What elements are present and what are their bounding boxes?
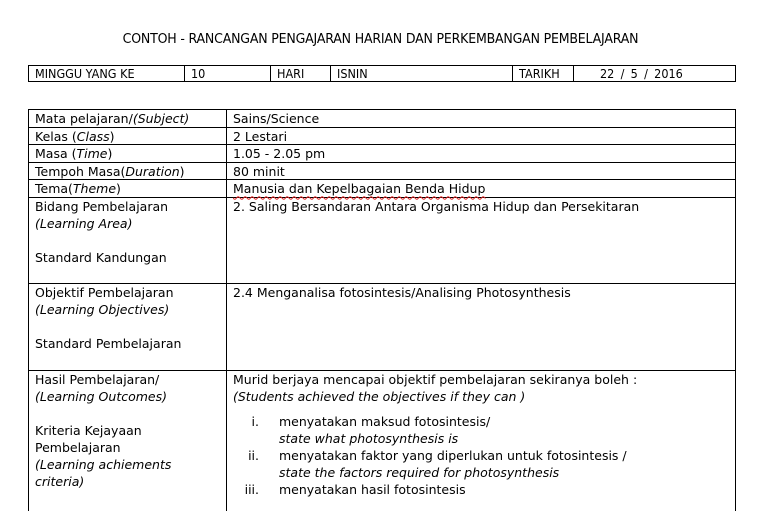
day-value-cell[interactable] (331, 66, 513, 81)
class-value: 2 Lestari (233, 128, 288, 144)
theme-label-close: ) (116, 181, 121, 197)
learning-outcomes-label-cell[interactable] (29, 371, 227, 511)
time-value: 1.05 - 2.05 pm (233, 146, 326, 162)
table-row-learning-objectives (29, 284, 735, 371)
outcomes-intro-en: (Students achieved the objectives if they can ) (233, 388, 526, 404)
duration-value: 80 minit (233, 163, 285, 179)
class-label-ms: Kelas ( (35, 128, 77, 144)
learning-area-value-cell[interactable] (227, 198, 735, 283)
table-row-class (29, 128, 735, 146)
date-label: TARIKH (519, 66, 560, 81)
learning-area-label-en: (Learning Area) (35, 215, 133, 231)
day-value: ISNIN (337, 66, 368, 81)
learning-objectives-label-cell[interactable] (29, 284, 227, 370)
outcome-item-number: iii. (244, 481, 259, 497)
week-label: MINGGU YANG KE (35, 66, 135, 81)
outcome-item-ms: menyatakan faktor yang diperlukan untuk fotosintesis / (279, 447, 627, 463)
table-row-time (29, 145, 735, 163)
outcome-item-ms: menyatakan maksud fotosintesis/ (279, 413, 491, 429)
subject-label-en: (Subject) (132, 111, 190, 126)
subject-label-cell[interactable] (29, 110, 227, 127)
time-label-en: Time (76, 146, 108, 162)
class-label-close: ) (109, 128, 115, 144)
week-label-cell[interactable] (29, 66, 185, 81)
success-criteria-label-en-line2: criteria) (35, 473, 85, 489)
outcome-item-number: ii. (248, 447, 259, 463)
learning-objectives-label-en: (Learning Objectives) (35, 301, 170, 317)
time-label-ms: Masa ( (35, 146, 77, 162)
time-value-cell[interactable] (227, 145, 735, 162)
learning-outcomes-value-cell[interactable] (227, 371, 735, 511)
table-row-theme (29, 180, 735, 198)
class-value-cell[interactable] (227, 128, 735, 145)
learning-objectives-label-ms: Objektif Pembelajaran (35, 284, 174, 300)
time-label-cell[interactable] (29, 145, 227, 162)
class-label-cell[interactable] (29, 128, 227, 145)
table-row-learning-area (29, 198, 735, 284)
theme-value: Manusia dan Kepelbagaian Benda Hidup (233, 181, 486, 197)
outcome-item-2 (233, 447, 729, 481)
learning-outcomes-label-en: (Learning Outcomes) (35, 388, 167, 404)
week-value: 10 (191, 66, 206, 81)
table-row-subject (29, 110, 735, 128)
duration-label-ms: Tempoh Masa( (35, 163, 126, 179)
document-title: CONTOH - RANCANGAN PENGAJARAN HARIAN DAN PERKEMBANGAN PEMBELAJARAN (122, 31, 639, 47)
subject-label-ms (35, 111, 189, 126)
learning-area-label-ms: Bidang Pembelajaran (35, 198, 169, 214)
duration-label-cell[interactable] (29, 163, 227, 180)
outcome-item-1 (233, 413, 729, 447)
outcome-item-3 (233, 481, 729, 498)
learning-area-value: 2. Saling Bersandaran Antara Organisma Hidup dan Persekitaran (233, 198, 640, 214)
outcome-item-en: state the factors required for photosynthesis (279, 464, 560, 480)
duration-value-cell[interactable] (227, 163, 735, 180)
lesson-plan-table (28, 109, 736, 511)
outcomes-list (233, 413, 729, 498)
subject-label-ms-text: Mata pelajaran/ (35, 111, 133, 126)
content-standard-label: Standard Kandungan (35, 249, 167, 265)
theme-label-ms: Tema( (35, 181, 73, 197)
theme-label-cell[interactable] (29, 180, 227, 197)
outcome-item-number: i. (251, 413, 259, 429)
learning-standard-label: Standard Pembelajaran (35, 335, 182, 351)
date-label-cell[interactable] (513, 66, 574, 81)
learning-area-label-cell[interactable] (29, 198, 227, 283)
subject-value-cell[interactable] (227, 110, 735, 127)
learning-objectives-value: 2.4 Menganalisa fotosintesis/Analising Photosynthesis (233, 284, 571, 300)
class-label-en: Class (76, 128, 110, 144)
date-value: 22 / 5 / 2016 (600, 66, 683, 81)
duration-label-en: Duration (125, 163, 180, 179)
duration-label-close: ) (179, 163, 185, 179)
table-row-duration (29, 163, 735, 181)
outcome-item-ms: menyatakan hasil fotosintesis (279, 481, 466, 497)
learning-objectives-value-cell[interactable] (227, 284, 735, 370)
theme-label-en: Theme (72, 181, 117, 197)
success-criteria-label-line2: Pembelajaran (35, 439, 121, 455)
learning-outcomes-label-ms: Hasil Pembelajaran/ (35, 371, 160, 387)
outcome-item-en: state what photosynthesis is (279, 430, 459, 446)
header-strip-table (28, 65, 736, 82)
success-criteria-label-line1: Kriteria Kejayaan (35, 422, 142, 438)
day-label: HARI (277, 66, 305, 81)
date-value-cell[interactable] (574, 66, 735, 81)
subject-value: Sains/Science (233, 111, 320, 126)
outcomes-intro-ms: Murid berjaya mencapai objektif pembelajaran sekiranya boleh : (233, 371, 638, 387)
table-row-learning-outcomes (29, 371, 735, 511)
week-value-cell[interactable] (185, 66, 271, 81)
day-label-cell[interactable] (271, 66, 331, 81)
success-criteria-label-en-line1: (Learning achiements (35, 456, 172, 472)
theme-value-cell[interactable] (227, 180, 735, 197)
time-label-close: ) (107, 146, 113, 162)
